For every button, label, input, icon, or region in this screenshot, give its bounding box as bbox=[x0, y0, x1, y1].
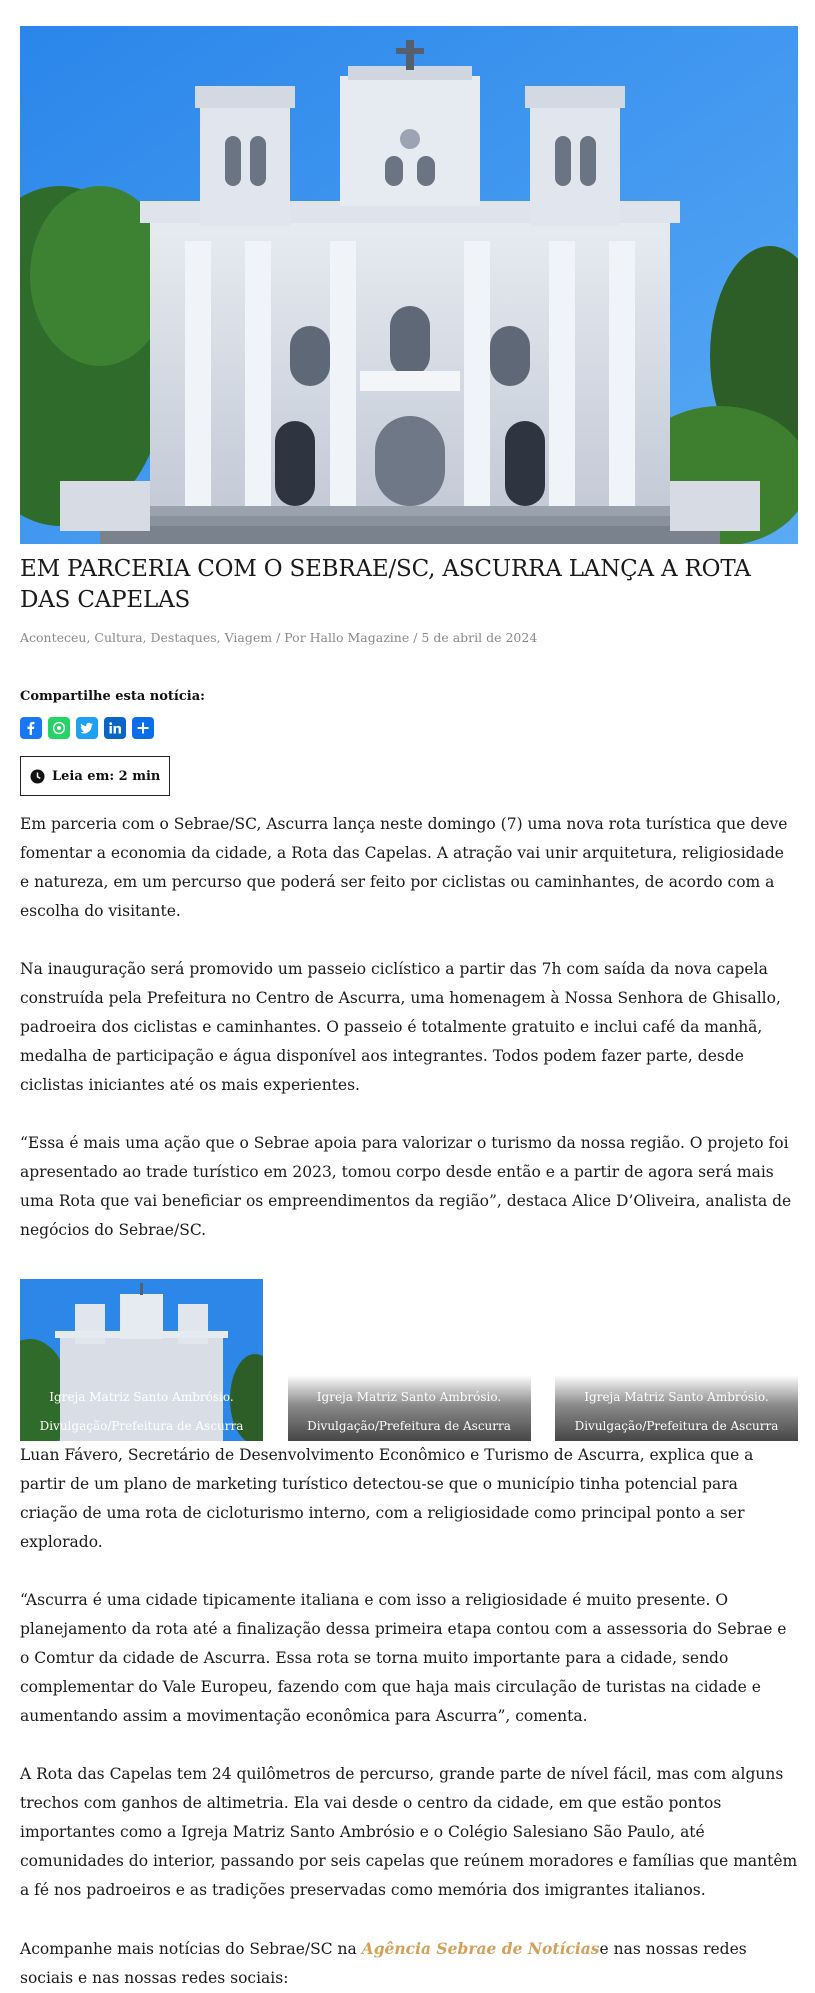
paragraph: Na inauguração será promovido um passeio ciclístico a partir das 7h com saída da nova capela construída pela Prefeitura no Centro de Ascurra, uma homenagem à Nossa Senhora de Ghisallo, padroeira dos ciclistas e caminhantes. O passeio é totalmente gratuito e inclui café da manhã, medalha de participação e água disponível aos integrantes. Todos podem fazer parte, desde ciclistas iniciantes até os mais experientes. bbox=[20, 960, 781, 1094]
share-label: Compartilhe esta notícia: bbox=[20, 689, 205, 704]
read-time-label: Leia em: 2 min bbox=[52, 768, 161, 784]
article-title: EM PARCERIA COM O SEBRAE/SC, ASCURRA LANÇA A ROTA DAS CAPELAS bbox=[20, 556, 751, 613]
paragraph: “Ascurra é uma cidade tipicamente italiana e com isso a religiosidade é muito presente. O planejamento da rota até a finalização dessa primeira etapa contou com a assessoria do Sebrae e o Comtur da cidade de Ascurra. Essa rota se torna muito importante para a cidade, sendo complementar do Vale Europeu, fazendo com que haja mais circulação de turistas na cidade e aumentando assim a movimentação econômica para Ascurra”, comenta. bbox=[20, 1591, 787, 1725]
gallery-item[interactable] bbox=[20, 1279, 263, 1441]
gallery-caption bbox=[288, 1383, 531, 1441]
caption-line: Igreja Matriz Santo Ambrósio. bbox=[584, 1390, 769, 1404]
caption-line: Divulgação/Prefeitura de Ascurra bbox=[307, 1419, 511, 1433]
closing-text: e nas nossas redes sociais e nas nossas redes sociais: bbox=[20, 1940, 747, 1987]
twitter-share-button[interactable] bbox=[76, 717, 98, 739]
caption-line: Divulgação/Prefeitura de Ascurra bbox=[574, 1419, 779, 1433]
whatsapp-icon bbox=[52, 721, 66, 735]
share-plus-icon bbox=[136, 721, 150, 735]
share-more-button[interactable] bbox=[132, 717, 154, 739]
facebook-share-button[interactable] bbox=[20, 717, 42, 739]
gallery-item[interactable] bbox=[555, 1279, 798, 1441]
caption-line: Igreja Matriz Santo Ambrósio. bbox=[316, 1390, 502, 1404]
whatsapp-share-button[interactable] bbox=[48, 717, 70, 739]
gallery-item[interactable] bbox=[288, 1279, 531, 1441]
image-gallery bbox=[20, 1279, 798, 1441]
hero-image bbox=[20, 26, 798, 544]
caption-line: Igreja Matriz Santo Ambrósio. bbox=[49, 1390, 234, 1404]
gallery-caption bbox=[555, 1383, 798, 1441]
twitter-icon bbox=[80, 721, 94, 735]
article-meta: Aconteceu, Cultura, Destaques, Viagem / Por Hallo Magazine / 5 de abril de 2024 bbox=[20, 630, 538, 645]
closing-paragraph bbox=[20, 1934, 798, 1993]
read-time-box bbox=[20, 756, 170, 796]
clock-icon bbox=[30, 769, 45, 784]
paragraph: Luan Fávero, Secretário de Desenvolvimento Econômico e Turismo de Ascurra, explica que a partir de um plano de marketing turístico detectou-se que o município tinha potencial para criação de uma rota de cicloturismo interno, com a religiosidade como principal ponto a ser explorado. bbox=[20, 1446, 754, 1551]
church-illustration bbox=[20, 26, 798, 544]
facebook-icon bbox=[24, 721, 38, 735]
paragraph: Em parceria com o Sebrae/SC, Ascurra lança neste domingo (7) uma nova rota turística que deve fomentar a economia da cidade, a Rota das Capelas. A atração vai unir arquitetura, religiosidade e natureza, em um percurso que poderá ser feito por ciclistas ou caminhantes, de acordo com a escolha do visitante. bbox=[20, 815, 788, 920]
article bbox=[20, 26, 798, 1993]
closing-text: Acompanhe mais notícias do Sebrae/SC na bbox=[20, 1940, 362, 1958]
agencia-sebrae-link[interactable]: Agência Sebrae de Notícias bbox=[361, 1939, 600, 1958]
linkedin-share-button[interactable] bbox=[104, 717, 126, 739]
gallery-caption bbox=[20, 1383, 263, 1441]
caption-line: Divulgação/Prefeitura de Ascurra bbox=[39, 1419, 244, 1433]
share-buttons bbox=[20, 717, 798, 739]
linkedin-icon bbox=[108, 721, 122, 735]
paragraph: A Rota das Capelas tem 24 quilômetros de percurso, grande parte de nível fácil, mas com alguns trechos com ganhos de altimetria. Ela vai desde o centro da cidade, em que estão pontos importantes como a Igreja Matriz Santo Ambrósio e o Colégio Salesiano São Paulo, até comunidades do interior, passando por seis capelas que reúnem moradores e famílias que mantêm a fé nos padroeiros e as tradições preservadas como memória dos imigrantes italianos. bbox=[20, 1765, 798, 1899]
paragraph: “Essa é mais uma ação que o Sebrae apoia para valorizar o turismo da nossa região. O projeto foi apresentado ao trade turístico em 2023, tomou corpo desde então e a partir de agora será mais uma Rota que vai beneficiar os empreendimentos da região”, destaca Alice D’Oliveira, analista de negócios do Sebrae/SC. bbox=[20, 1134, 792, 1239]
